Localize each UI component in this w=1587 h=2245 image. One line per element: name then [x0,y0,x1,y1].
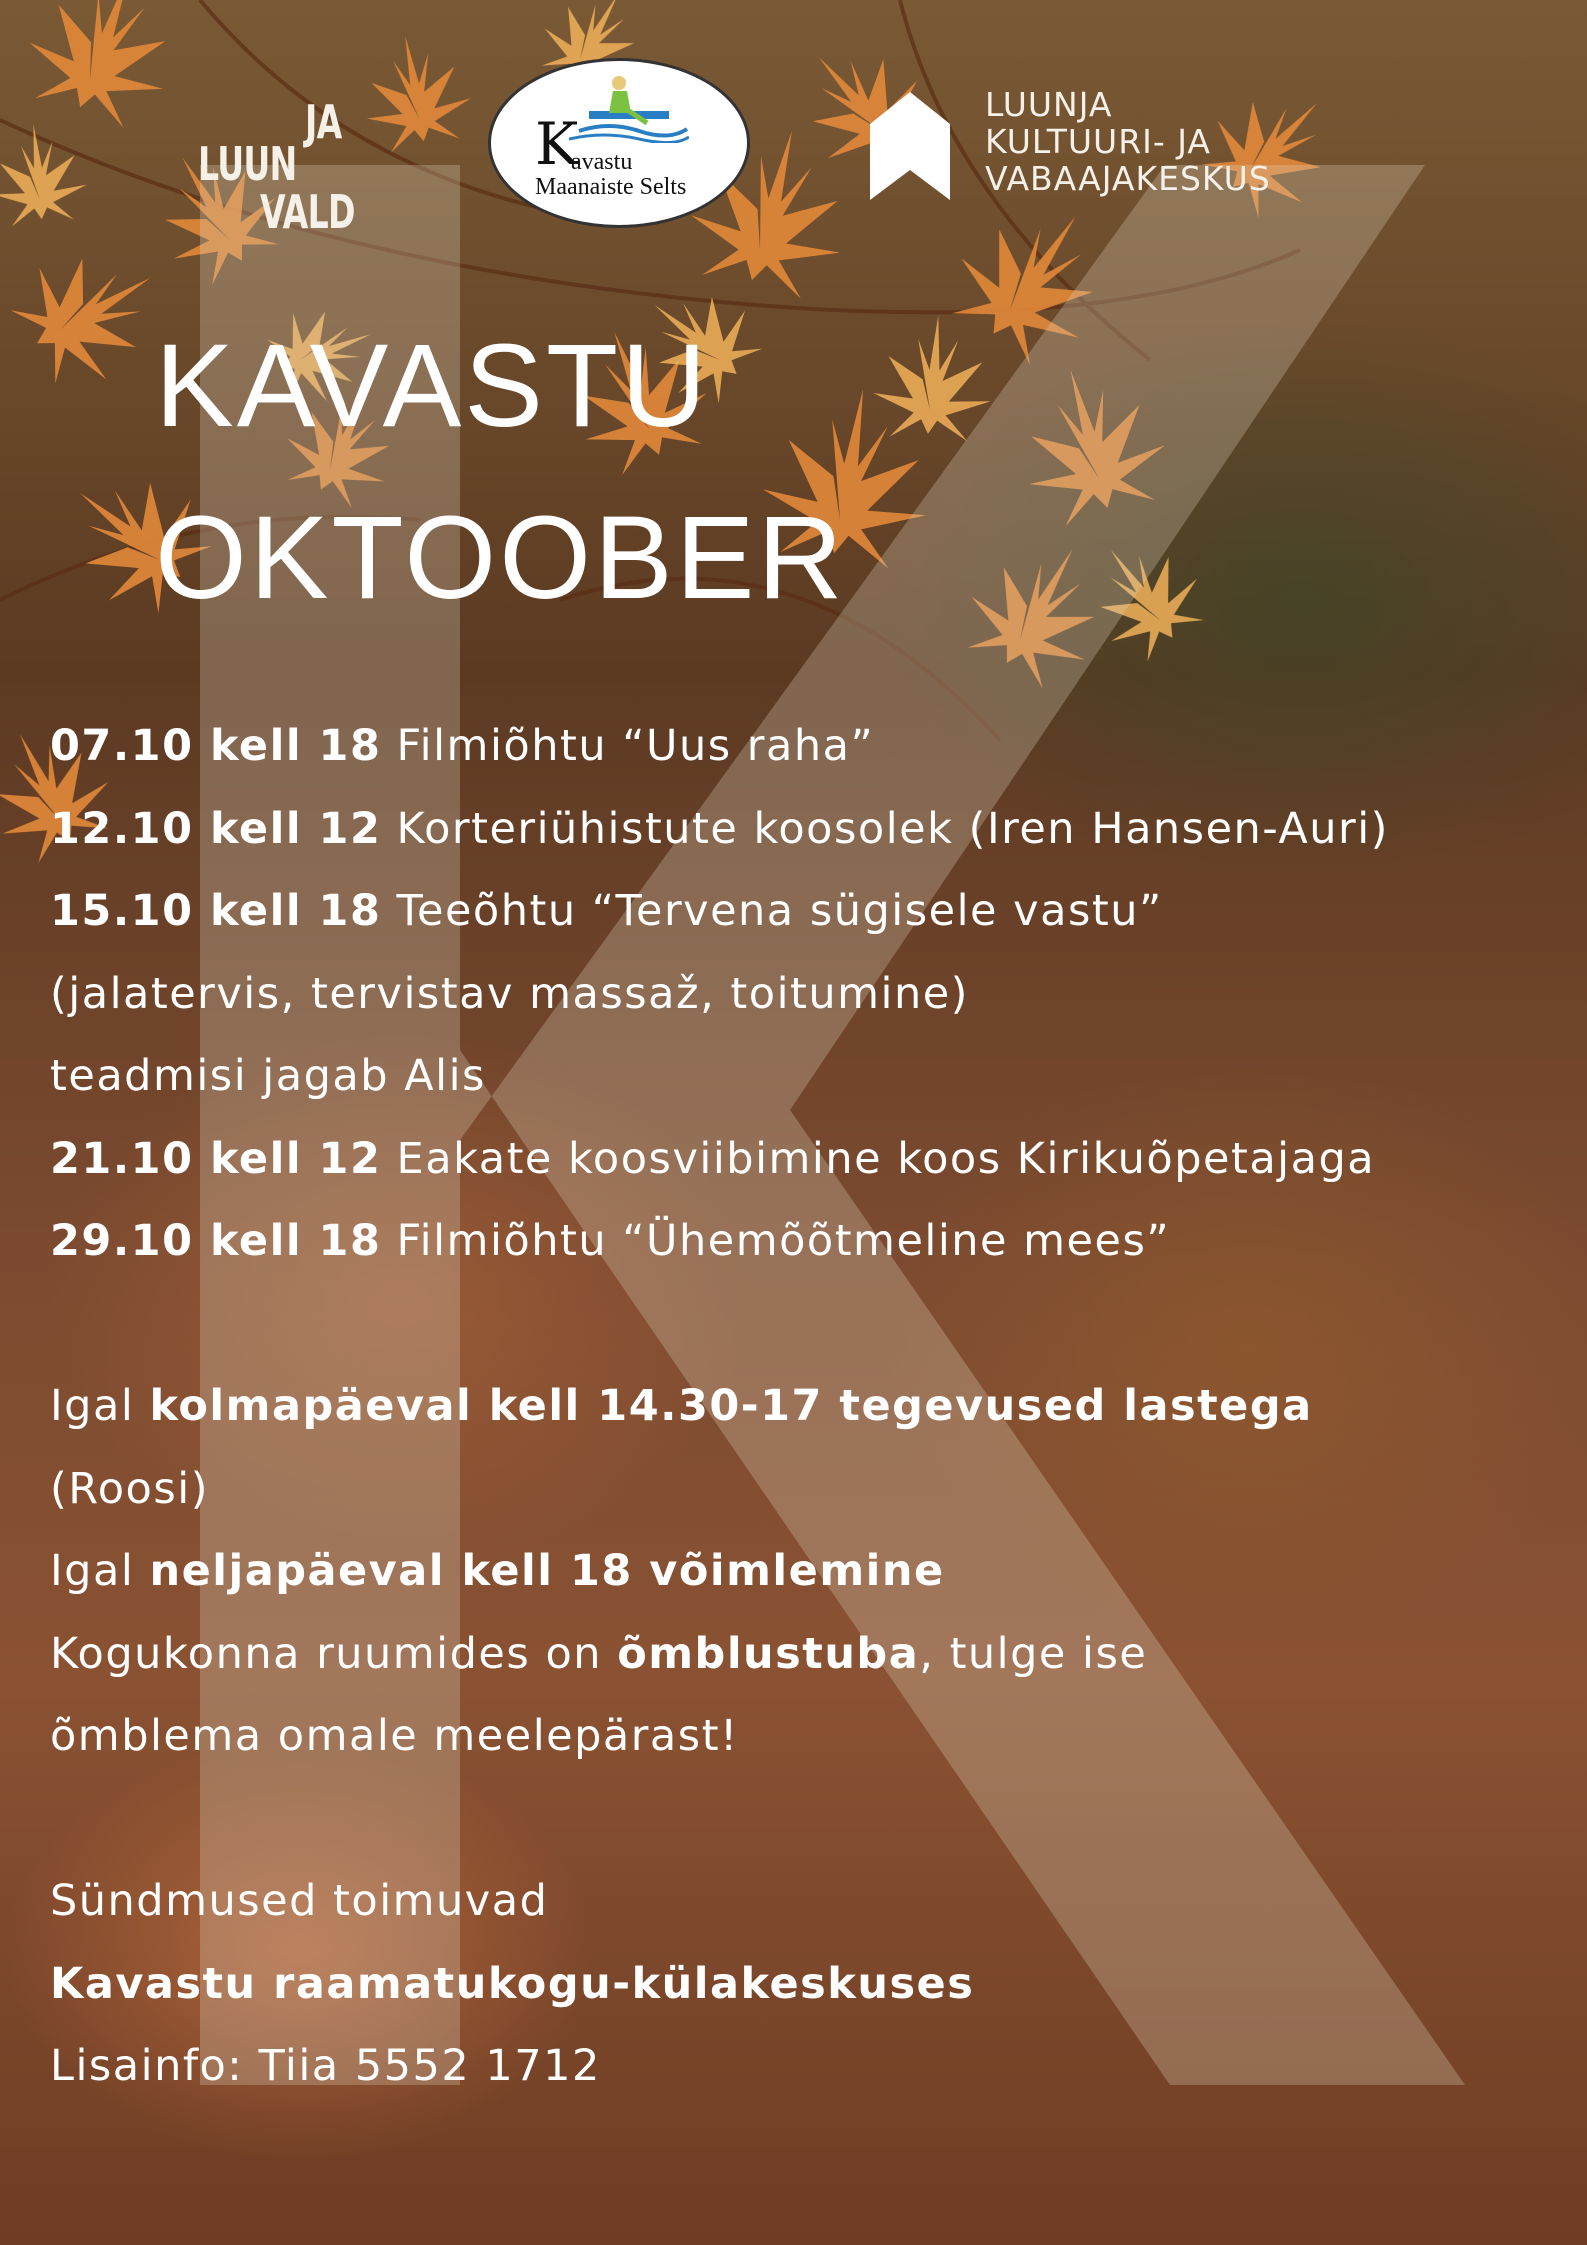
event-date-time: 21.10 kell 12 [50,1133,382,1184]
thu-bold: neljapäeval kell 18 võimlemine [149,1546,945,1596]
sewing-room-cont: õmblema omale meelepärast! [50,1711,739,1761]
event-item [50,1118,1550,1201]
logo-vald-luun: LUUN [198,137,297,191]
title-line-2: OKTOOBER [155,492,846,624]
event-text: (jalatervis, tervistav massaž, toitumine) [50,968,969,1019]
kultuur-line-1: LUUNJA [985,85,1113,124]
recurring-wednesday [50,1365,1550,1448]
logo-selts-k: K [535,110,579,178]
thu-prefix: Igal [50,1546,150,1596]
luunja-vald-logo [190,95,360,245]
event-text: Filmiõhtu “Ühemõõtmeline mees” [381,1216,1171,1266]
title-line-1: KAVASTU [155,320,710,452]
footer-location [50,1943,1550,2026]
footer-contact: Lisainfo: Tiia 5552 1712 [50,2041,601,2091]
recurring-thursday [50,1530,1550,1613]
event-date-time: 12.10 kell 12 [50,803,382,854]
event-item [50,870,1550,953]
event-date-time: 15.10 kell 18 [50,886,382,936]
wed-prefix: Igal [50,1381,150,1431]
footer-line-1: Sündmused toimuvad [50,1876,549,1926]
page-title [155,300,846,644]
event-text: Teeõhtu “Tervena sügisele vastu” [381,886,1163,936]
spacer [50,1778,1550,1861]
kavastu-maanaiste-selts-logo [488,58,750,228]
event-text: teadmisi jagab Alis [50,1051,486,1101]
recurring-wednesday-cont: (Roosi) [50,1463,209,1514]
logo-selts-line2: Maanaiste Selts [535,174,687,200]
kultuur-line-3: VABAAJAKESKUS [985,159,1271,198]
event-date-time: 07.10 kell 18 [50,721,382,771]
event-item [50,705,1550,788]
logo-vald-ja: JA [305,95,342,149]
event-date-time: 29.10 kell 18 [50,1216,382,1266]
sewing-room [50,1613,1550,1696]
luunja-kultuuri-logo-text [985,86,1271,197]
footer-line-2: Kavastu raamatukogu-külakeskuses [50,1958,975,2009]
sewing-prefix: Kogukonna ruumides on [50,1628,618,1679]
event-text: Eakate koosviibimine koos Kirikuõpetajaga [381,1133,1376,1184]
event-text: Korteriühistute koosolek (Iren Hansen-Auri) [381,803,1389,854]
event-item [50,1035,1550,1118]
event-item [50,953,1550,1036]
event-item [50,788,1550,871]
house-arrow-icon [870,92,950,200]
wed-bold: kolmapäeval kell 14.30-17 tegevused lastega [149,1381,1313,1431]
event-item [50,1200,1550,1283]
logo-vald-vald: VALD [260,185,355,239]
woman-on-dock-icon [569,73,689,143]
spacer [50,1283,1550,1366]
event-list [50,705,1550,2108]
event-text: Filmiõhtu “Uus raha” [381,721,875,771]
kultuur-line-2: KULTUURI- JA [985,122,1212,161]
sewing-bold: õmblustuba [617,1628,920,1679]
logo-selts-line1: avastu [571,149,633,175]
sewing-suffix: , tulge ise [919,1628,1148,1679]
